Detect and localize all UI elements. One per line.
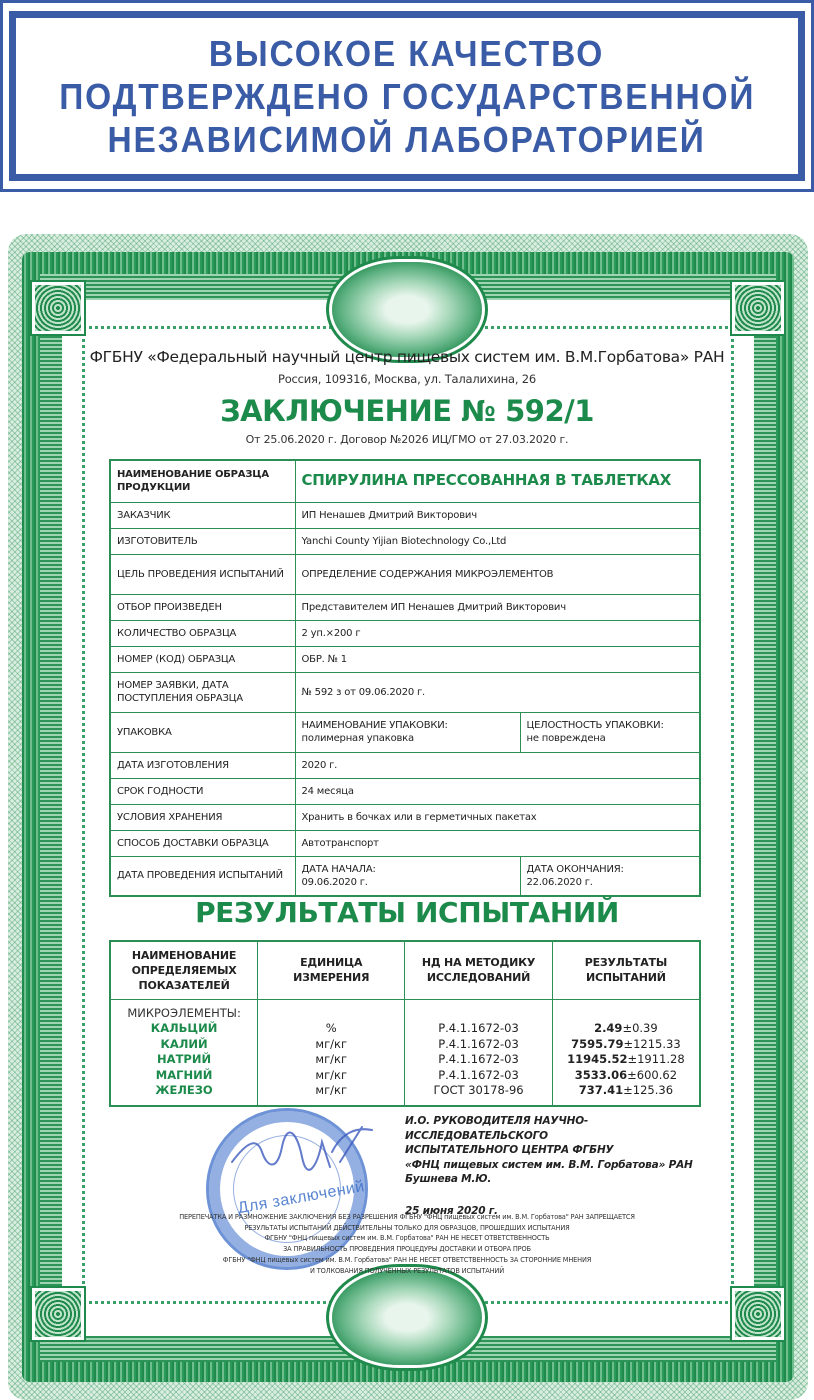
signatory-title-line: «ФНЦ пищевых систем им. В.М. Горбатова» РАН — [405, 1158, 693, 1171]
banner-line-1: ВЫСОКОЕ КАЧЕСТВО — [209, 32, 605, 74]
result-main: 2.49 — [594, 1021, 623, 1035]
row-label: НОМЕР (КОД) ОБРАЗЦА — [110, 646, 295, 672]
certificate — [0, 222, 814, 1400]
signature-icon — [222, 1122, 382, 1182]
table-row — [110, 830, 700, 856]
corner-ornament-icon — [32, 282, 84, 334]
row-label: ЗАКАЗЧИК — [110, 502, 295, 528]
packaging-name-cell — [295, 712, 520, 752]
banner-line-2: ПОДТВЕРЖДЕНО ГОСУДАРСТВЕННОЙ — [58, 75, 756, 117]
row-label: ОТБОР ПРОИЗВЕДЕН — [110, 594, 295, 620]
result-error: ±1911.28 — [627, 1052, 685, 1066]
table-row — [110, 804, 700, 830]
disclaimer-line: РЕЗУЛЬТАТЫ ИСПЫТАНИЙ ДЕЙСТВИТЕЛЬНЫ ТОЛЬКО ДЛЯ ОБРАЗЦОВ, ПРОШЕДШИХ ИСПЫТАНИЯ — [244, 1223, 570, 1232]
result-main: 7595.79 — [571, 1036, 624, 1051]
organization-address: Россия, 109316, Москва, ул. Талалихина, 26 — [277, 372, 537, 386]
table-row — [110, 528, 700, 554]
row-label: СРОК ГОДНОСТИ — [110, 778, 295, 804]
results-heading: РЕЗУЛЬТАТЫ ИСПЫТАНИЙ — [195, 896, 619, 929]
row-label: ЦЕЛЬ ПРОВЕДЕНИЯ ИСПЫТАНИЙ — [110, 554, 295, 594]
disclaimer-text — [150, 1212, 664, 1276]
unit-value: % — [325, 1021, 337, 1035]
signature-date: 25 июня 2020 г. — [405, 1204, 498, 1217]
signatory-name: Бушнева М.Ю. — [405, 1173, 492, 1185]
result-column — [552, 999, 700, 1106]
document-title: ЗАКЛЮЧЕНИЕ № 592/1 — [220, 394, 594, 428]
signatory-title-line: И.О. РУКОВОДИТЕЛЯ НАУЧНО-ИССЛЕДОВАТЕЛЬСКОГО — [405, 1115, 589, 1142]
unit-column — [258, 999, 405, 1106]
row-value: ОПРЕДЕЛЕНИЕ СОДЕРЖАНИЯ МИКРОЭЛЕМЕНТОВ — [295, 554, 700, 594]
row-label: УПАКОВКА — [110, 712, 295, 752]
packaging-integrity-cell — [520, 712, 700, 752]
quality-banner — [0, 0, 814, 192]
packaging-name-value: полимерная упаковка — [301, 733, 414, 744]
row-value: Представителем ИП Ненашев Дмитрий Викторович — [295, 594, 700, 620]
signatory-block — [405, 1114, 725, 1218]
method-column — [405, 999, 553, 1106]
table-row — [110, 460, 700, 502]
result-value — [557, 1052, 695, 1068]
test-end-cell — [520, 856, 700, 896]
row-value — [295, 460, 700, 502]
column-header-result: РЕЗУЛЬТАТЫ ИСПЫТАНИЙ — [552, 941, 700, 999]
element-name: НАТРИЙ — [157, 1052, 212, 1066]
row-value: 2020 г. — [295, 752, 700, 778]
group-label: МИКРОЭЛЕМЕНТЫ: — [127, 1005, 241, 1020]
banner-frame — [9, 11, 805, 181]
organization-name: ФГБНУ «Федеральный научный центр пищевых систем им. В.М.Горбатова» РАН — [89, 348, 725, 366]
row-label: НОМЕР ЗАЯВКИ, ДАТА ПОСТУПЛЕНИЯ ОБРАЗЦА — [110, 672, 295, 712]
rosette-medallion-icon — [332, 1270, 482, 1365]
table-row — [110, 554, 700, 594]
column-header-unit: ЕДИНИЦА ИЗМЕРЕНИЯ — [258, 941, 405, 999]
results-header-row — [110, 941, 700, 999]
results-body-row — [110, 999, 700, 1106]
row-value: ОБР. № 1 — [295, 646, 700, 672]
unit-value: мг/кг — [315, 1083, 347, 1097]
rosette-medallion-icon — [332, 262, 482, 357]
result-value — [557, 1021, 695, 1037]
element-name: ЖЕЛЕЗО — [155, 1083, 213, 1097]
test-start-cell — [295, 856, 520, 896]
indicator-column — [110, 999, 258, 1106]
sample-info-table — [109, 459, 701, 897]
result-error: ±1215.33 — [623, 1036, 681, 1051]
product-name: СПИРУЛИНА ПРЕССОВАННАЯ В ТАБЛЕТКАХ — [301, 470, 672, 489]
packaging-integrity-title: ЦЕЛОСТНОСТЬ УПАКОВКИ: — [526, 720, 664, 731]
unit-value: мг/кг — [315, 1067, 347, 1082]
corner-ornament-icon — [732, 282, 784, 334]
packaging-integrity-value: не повреждена — [526, 733, 606, 744]
corner-ornament-icon — [32, 1288, 84, 1340]
result-error: ±0.39 — [622, 1021, 658, 1035]
test-end-title: ДАТА ОКОНЧАНИЯ: — [526, 863, 624, 875]
row-value: ИП Ненашев Дмитрий Викторович — [295, 502, 700, 528]
signatory-title-line: ИСПЫТАТЕЛЬНОГО ЦЕНТРА ФГБНУ — [405, 1144, 614, 1156]
column-header-indicator: НАИМЕНОВАНИЕ ОПРЕДЕЛЯЕМЫХ ПОКАЗАТЕЛЕЙ — [110, 941, 258, 999]
row-value: 2 уп.×200 г — [295, 620, 700, 646]
table-row — [110, 594, 700, 620]
row-label: ДАТА ИЗГОТОВЛЕНИЯ — [110, 752, 295, 778]
table-row — [110, 752, 700, 778]
method-value: Р.4.1.1672-03 — [438, 1052, 519, 1066]
row-value: Yanchi County Yijian Biotechnology Co.,Ltd — [295, 528, 700, 554]
banner-line-3: НЕЗАВИСИМОЙ ЛАБОРАТОРИЕЙ — [107, 118, 707, 160]
results-table — [109, 940, 701, 1107]
table-row — [110, 856, 700, 896]
result-error: ±125.36 — [623, 1083, 674, 1097]
table-row — [110, 646, 700, 672]
result-value — [557, 1068, 695, 1084]
row-label: НАИМЕНОВАНИЕ ОБРАЗЦА ПРОДУКЦИИ — [110, 460, 295, 502]
row-label: КОЛИЧЕСТВО ОБРАЗЦА — [110, 620, 295, 646]
method-value: Р.4.1.1672-03 — [438, 1021, 519, 1035]
row-label: СПОСОБ ДОСТАВКИ ОБРАЗЦА — [110, 830, 295, 856]
stamp-text: Для заключений — [236, 1178, 367, 1218]
element-name: КАЛЬЦИЙ — [150, 1021, 218, 1035]
table-row — [110, 620, 700, 646]
result-main: 737.41 — [578, 1083, 624, 1097]
document-subtitle: От 25.06.2020 г. Договор №2026 ИЦ/ГМО от 27.03.2020 г. — [245, 433, 569, 446]
row-value: № 592 з от 09.06.2020 г. — [295, 672, 700, 712]
result-value — [557, 1037, 695, 1053]
corner-ornament-icon — [732, 1288, 784, 1340]
table-row — [110, 778, 700, 804]
method-value: Р.4.1.1672-03 — [438, 1036, 519, 1051]
method-value: ГОСТ 30178-96 — [433, 1083, 524, 1097]
disclaimer-line: ПЕРЕПЕЧАТКА И РАЗМНОЖЕНИЕ ЗАКЛЮЧЕНИЯ БЕЗ РАЗРЕШЕНИЯ ФГБНУ "ФНЦ пищевых систем им. В.М. Горбатова" РАН ЗАПРЕЩАЕТСЯ — [179, 1213, 635, 1221]
packaging-name-title: НАИМЕНОВАНИЕ УПАКОВКИ: — [301, 720, 448, 731]
row-label: ДАТА ПРОВЕДЕНИЯ ИСПЫТАНИЙ — [110, 856, 295, 896]
element-name: МАГНИЙ — [155, 1067, 213, 1082]
row-value: Автотранспорт — [295, 830, 700, 856]
table-row — [110, 502, 700, 528]
row-label: ИЗГОТОВИТЕЛЬ — [110, 528, 295, 554]
disclaimer-line: ЗА ПРАВИЛЬНОСТЬ ПРОВЕДЕНИЯ ПРОЦЕДУРЫ ДОСТАВКИ И ОТБОРА ПРОБ — [283, 1245, 531, 1254]
disclaimer-line: И ТОЛКОВАНИЯ ПОЛУЧЕННЫХ РЕЗУЛЬТАТОВ ИСПЫТАНИЙ — [309, 1266, 504, 1275]
row-label: УСЛОВИЯ ХРАНЕНИЯ — [110, 804, 295, 830]
unit-value: мг/кг — [315, 1052, 347, 1066]
row-value: 24 месяца — [295, 778, 700, 804]
disclaimer-line: ФГБНУ "ФНЦ пищевых систем им. В.М. Горбатова" РАН НЕ НЕСЕТ ОТВЕТСТВЕННОСТЬ — [264, 1234, 550, 1243]
result-value — [557, 1083, 695, 1099]
unit-value: мг/кг — [315, 1036, 347, 1051]
result-error: ±600.62 — [627, 1067, 678, 1082]
table-row — [110, 712, 700, 752]
disclaimer-line: ФГБНУ "ФНЦ пищевых систем им. В.М. Горбатова" РАН НЕ НЕСЕТ ОТВЕТСТВЕННОСТЬ ЗА СТОРОННИЕ МНЕНИЯ — [222, 1255, 592, 1264]
result-main: 3533.06 — [574, 1067, 628, 1082]
table-row — [110, 672, 700, 712]
method-value: Р.4.1.1672-03 — [438, 1067, 519, 1082]
result-main: 11945.52 — [567, 1052, 628, 1066]
test-start-value: 09.06.2020 г. — [301, 876, 368, 888]
column-header-method: НД НА МЕТОДИКУ ИССЛЕДОВАНИЙ — [405, 941, 553, 999]
element-name: КАЛИЙ — [160, 1036, 208, 1051]
row-value: Хранить в бочках или в герметичных пакетах — [295, 804, 700, 830]
test-start-title: ДАТА НАЧАЛА: — [301, 863, 376, 875]
test-end-value: 22.06.2020 г. — [526, 876, 593, 888]
